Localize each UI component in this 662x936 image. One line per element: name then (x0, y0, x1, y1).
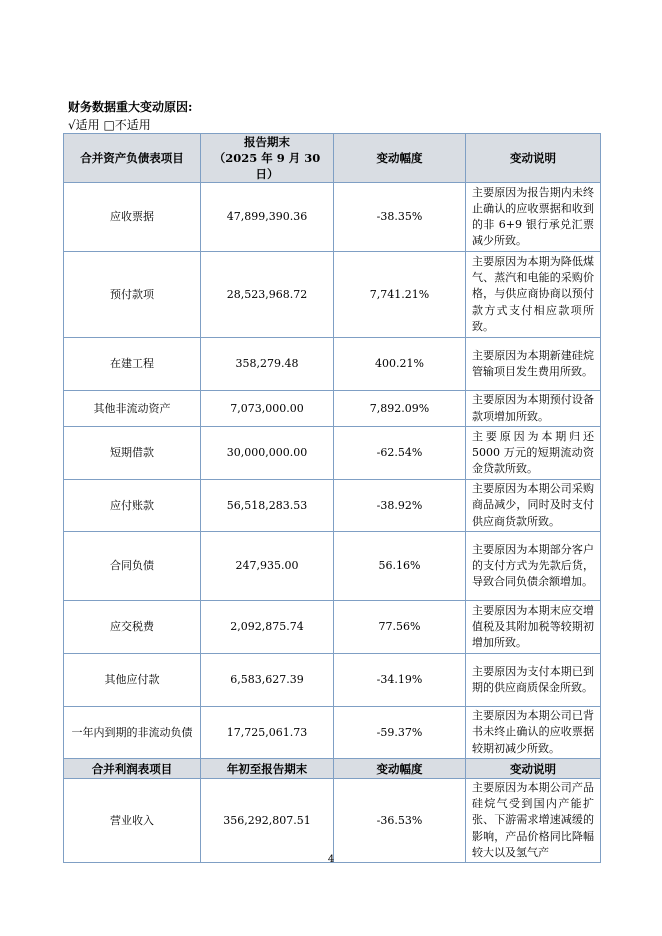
table-row (64, 427, 601, 480)
row-item: 合同负债 (64, 532, 201, 601)
row-value: 356,292,807.51 (201, 779, 334, 863)
row-item: 其他应付款 (64, 654, 201, 707)
row-desc: 主要原因为本期公司已背书未终止确认的应收票据较期初减少所致。 (466, 707, 601, 759)
header-desc: 变动说明 (466, 759, 601, 779)
row-desc: 主要原因为本期部分客户的支付方式为先款后货，导致合同负债余额增加。 (466, 532, 601, 601)
row-desc: 主要原因为本期归还5000 万元的短期流动资金贷款所致。 (466, 427, 601, 480)
row-desc: 主要原因为报告期内未终止确认的应收票据和收到的非 6+9 银行承兑汇票减少所致。 (466, 183, 601, 252)
row-change: 7,892.09% (334, 391, 466, 427)
row-change: -62.54% (334, 427, 466, 480)
row-change: 400.21% (334, 338, 466, 391)
row-change: -36.53% (334, 779, 466, 863)
row-desc: 主要原因为本期新建硅烷管输项目发生费用所致。 (466, 338, 601, 391)
row-value: 47,899,390.36 (201, 183, 334, 252)
row-item: 短期借款 (64, 427, 201, 480)
income-header-row (64, 759, 601, 779)
row-item: 应收票据 (64, 183, 201, 252)
table-row (64, 338, 601, 391)
table-row (64, 601, 601, 654)
header-item: 合并资产负债表项目 (64, 134, 201, 183)
row-desc: 主要原因为本期预付设备款项增加所致。 (466, 391, 601, 427)
table-row (64, 391, 601, 427)
row-item: 其他非流动资产 (64, 391, 201, 427)
row-value: 56,518,283.53 (201, 480, 334, 532)
header-desc: 变动说明 (466, 134, 601, 183)
row-change: 7,741.21% (334, 252, 466, 338)
row-value: 247,935.00 (201, 532, 334, 601)
row-desc: 主要原因为本期公司采购商品减少，同时及时支付供应商货款所致。 (466, 480, 601, 532)
header-item: 合并利润表项目 (64, 759, 201, 779)
applicability-options: √适用 □不适用 (68, 118, 151, 132)
row-item: 在建工程 (64, 338, 201, 391)
row-value: 17,725,061.73 (201, 707, 334, 759)
page-number: 4 (327, 854, 335, 865)
balance-header-row (64, 134, 601, 183)
row-value: 6,583,627.39 (201, 654, 334, 707)
row-desc: 主要原因为本期末应交增值税及其附加税等较期初增加所致。 (466, 601, 601, 654)
row-desc: 主要原因为本期公司产品硅烷气受到国内产能扩张、下游需求增速减缓的影响，产品价格同比降幅较大以及氢气产 (472, 781, 594, 859)
row-change: 77.56% (334, 601, 466, 654)
table-row (64, 480, 601, 532)
header-period (201, 134, 334, 183)
row-item: 应付账款 (64, 480, 201, 532)
row-value: 7,073,000.00 (201, 391, 334, 427)
row-value: 2,092,875.74 (201, 601, 334, 654)
row-change: -59.37% (334, 707, 466, 759)
row-item: 一年内到期的非流动负债 (64, 707, 201, 759)
table-row (64, 252, 601, 338)
header-change: 变动幅度 (334, 759, 466, 779)
row-value: 30,000,000.00 (201, 427, 334, 480)
row-item: 预付款项 (64, 252, 201, 338)
table-row (64, 532, 601, 601)
row-change: -34.19% (334, 654, 466, 707)
row-change: 56.16% (334, 532, 466, 601)
row-value: 358,279.48 (201, 338, 334, 391)
row-desc: 主要原因为本期为降低煤气、蒸汽和电能的采购价格，与供应商协商以预付款方式支付相应款项所致。 (466, 252, 601, 338)
table-row (64, 183, 601, 252)
row-change: -38.35% (334, 183, 466, 252)
row-item: 应交税费 (64, 601, 201, 654)
section-heading: 财务数据重大变动原因: (68, 100, 193, 114)
table-row (64, 707, 601, 759)
financial-changes-table (63, 133, 601, 863)
row-desc: 主要原因为支付本期已到期的供应商质保金所致。 (466, 654, 601, 707)
row-value: 28,523,968.72 (201, 252, 334, 338)
header-period: 年初至报告期末 (201, 759, 334, 779)
table-row (64, 779, 601, 863)
row-item: 营业收入 (64, 779, 201, 863)
row-change: -38.92% (334, 480, 466, 532)
row-desc-cell (466, 779, 601, 863)
header-period-line1: 报告期末 (244, 135, 290, 149)
header-change: 变动幅度 (334, 134, 466, 183)
header-period-line2: （2025 年 9 月 30 日） (213, 151, 321, 181)
table-row (64, 654, 601, 707)
